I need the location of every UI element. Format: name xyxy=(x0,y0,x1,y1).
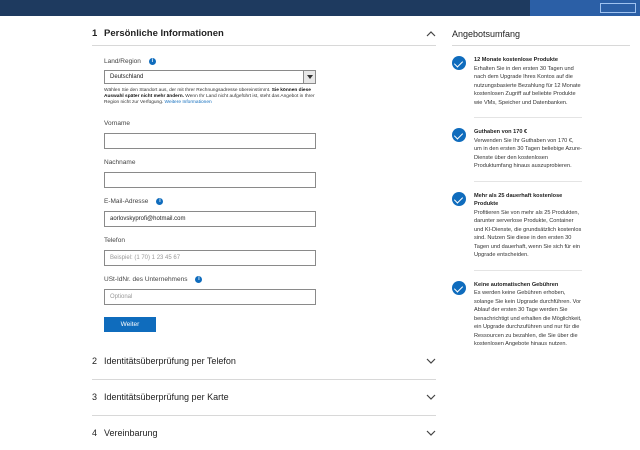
benefit-title: Guthaben von 170 € xyxy=(474,129,528,135)
section-3-title: Identitätsüberprüfung per Karte xyxy=(104,392,229,403)
firstname-label: Vorname xyxy=(104,120,131,128)
benefit-title: Keine automatischen Gebühren xyxy=(474,281,559,288)
divider xyxy=(474,270,582,271)
benefit-item xyxy=(452,56,630,107)
top-bar xyxy=(0,0,640,16)
top-bar-right xyxy=(530,0,640,16)
benefit-body xyxy=(474,192,582,260)
benefit-title: Mehr als 25 dauerhaft kostenlose Produkte xyxy=(474,192,563,207)
section-4-header[interactable] xyxy=(92,416,436,450)
chevron-down-icon[interactable] xyxy=(426,428,436,438)
email-label-text: E-Mail-Adresse xyxy=(104,198,149,206)
collapsed-sections xyxy=(92,344,436,450)
firstname-field-group xyxy=(104,119,436,149)
benefit-body xyxy=(474,128,582,171)
section-2-title: Identitätsüberprüfung per Telefon xyxy=(104,356,236,367)
next-button[interactable]: Weiter xyxy=(104,317,156,332)
lastname-label: Nachname xyxy=(104,159,136,167)
firstname-input[interactable] xyxy=(104,133,316,149)
email-field[interactable]: aorlovskyprofi@hotmail.com xyxy=(104,211,316,227)
email-label xyxy=(104,197,436,207)
benefit-body xyxy=(474,56,582,107)
sidebar-title: Angebotsumfang xyxy=(452,22,630,46)
header-logo-icon xyxy=(600,3,636,13)
benefit-title: 12 Monate kostenlose Produkte xyxy=(474,57,558,63)
section-3-header[interactable] xyxy=(92,380,436,416)
section-3-number: 3 xyxy=(92,392,98,403)
country-select-value: Deutschland xyxy=(110,74,144,80)
offer-sidebar xyxy=(452,22,630,349)
section-1-number: 1 xyxy=(92,28,98,39)
divider xyxy=(474,181,582,182)
help-text-bold: Sie können diese Auswahl später nicht mehr ändern. xyxy=(104,88,311,100)
checkmark-icon xyxy=(452,56,466,70)
benefit-text: Es werden keine Gebühren erhoben, solange Sie kein Upgrade durchführen. Vor Ablauf der ersten 30 Tage werden Sie benachrichtigt und erhalten die Möglichkeit, ein Upgrade durchzuführen und nur für die Ressourcen zu bezahlen, die Sie über die kostenlosen Angebote hinaus nutzen. xyxy=(474,290,582,347)
info-icon[interactable]: i xyxy=(149,58,156,65)
checkmark-icon xyxy=(452,281,466,295)
phone-field-group xyxy=(104,236,436,266)
divider xyxy=(474,117,582,118)
info-icon[interactable]: i xyxy=(156,198,163,205)
section-4-number: 4 xyxy=(92,428,98,439)
section-2-number: 2 xyxy=(92,356,98,367)
benefit-text: Verwenden Sie Ihr Guthaben von 170 €, um in den ersten 30 Tagen beliebige Azure-Dienste über den kostenlosen Produktumfang hinaus auszuprobieren. xyxy=(474,137,582,169)
checkmark-icon xyxy=(452,128,466,142)
checkmark-icon xyxy=(452,192,466,206)
country-select[interactable] xyxy=(104,70,316,84)
help-text-part-1: Wählen Sie den Standort aus, der mit Ihrer Rechnungsadresse übereinstimmt. xyxy=(104,88,272,93)
phone-label: Telefon xyxy=(104,237,125,245)
benefit-text: Profitieren Sie von mehr als 25 Produkten, darunter serverlose Produkte, Container und KI-Dienste, die grundsätzlich kostenlos sind. Nutzen Sie diese in den ersten 30 Tagen und dauerhaft, wenn Sie sich für ein Upgrade entscheiden. xyxy=(474,209,582,258)
chevron-up-icon[interactable] xyxy=(426,29,436,39)
section-4-title: Vereinbarung xyxy=(104,428,158,439)
country-help-text xyxy=(104,88,316,107)
section-2-header[interactable] xyxy=(92,344,436,380)
vat-input[interactable]: Optional xyxy=(104,289,316,305)
benefit-text: Erhalten Sie in den ersten 30 Tagen und nach dem Upgrade Ihres Kontos auf die nutzungsbasierte Bezahlung für 12 Monate kostenlosen Zugriff auf beliebte Produkte wie VMs, Speicher und Datenbanken. xyxy=(474,65,581,106)
country-label-text: Land/Region xyxy=(104,57,141,65)
lastname-field-group xyxy=(104,158,436,188)
benefit-item xyxy=(452,128,630,171)
vat-field-group xyxy=(104,275,436,305)
country-label xyxy=(104,56,436,66)
signup-form-column xyxy=(92,22,436,450)
lastname-input[interactable] xyxy=(104,172,316,188)
section-1-header[interactable] xyxy=(92,22,436,46)
more-info-link[interactable]: Weitere Informationen xyxy=(164,100,212,106)
phone-input[interactable]: Beispiel: (1 70) 1 23 45 67 xyxy=(104,250,316,266)
chevron-down-icon[interactable] xyxy=(426,356,436,366)
section-1-title: Persönliche Informationen xyxy=(104,28,224,39)
vat-label xyxy=(104,275,436,285)
personal-info-form xyxy=(92,46,436,332)
email-field-group xyxy=(104,197,436,227)
chevron-down-icon[interactable] xyxy=(303,71,315,83)
benefit-item xyxy=(452,192,630,260)
benefit-item xyxy=(452,281,630,349)
info-icon[interactable]: i xyxy=(195,276,202,283)
help-text-part-2: Wenn Ihr Land nicht aufgeführt ist, steht das Angebot in Ihrer Region nicht zur Verfügung. xyxy=(104,94,315,106)
chevron-down-icon[interactable] xyxy=(426,392,436,402)
vat-label-text: USt-IdNr. des Unternehmens xyxy=(104,276,188,284)
benefit-body xyxy=(474,281,582,349)
